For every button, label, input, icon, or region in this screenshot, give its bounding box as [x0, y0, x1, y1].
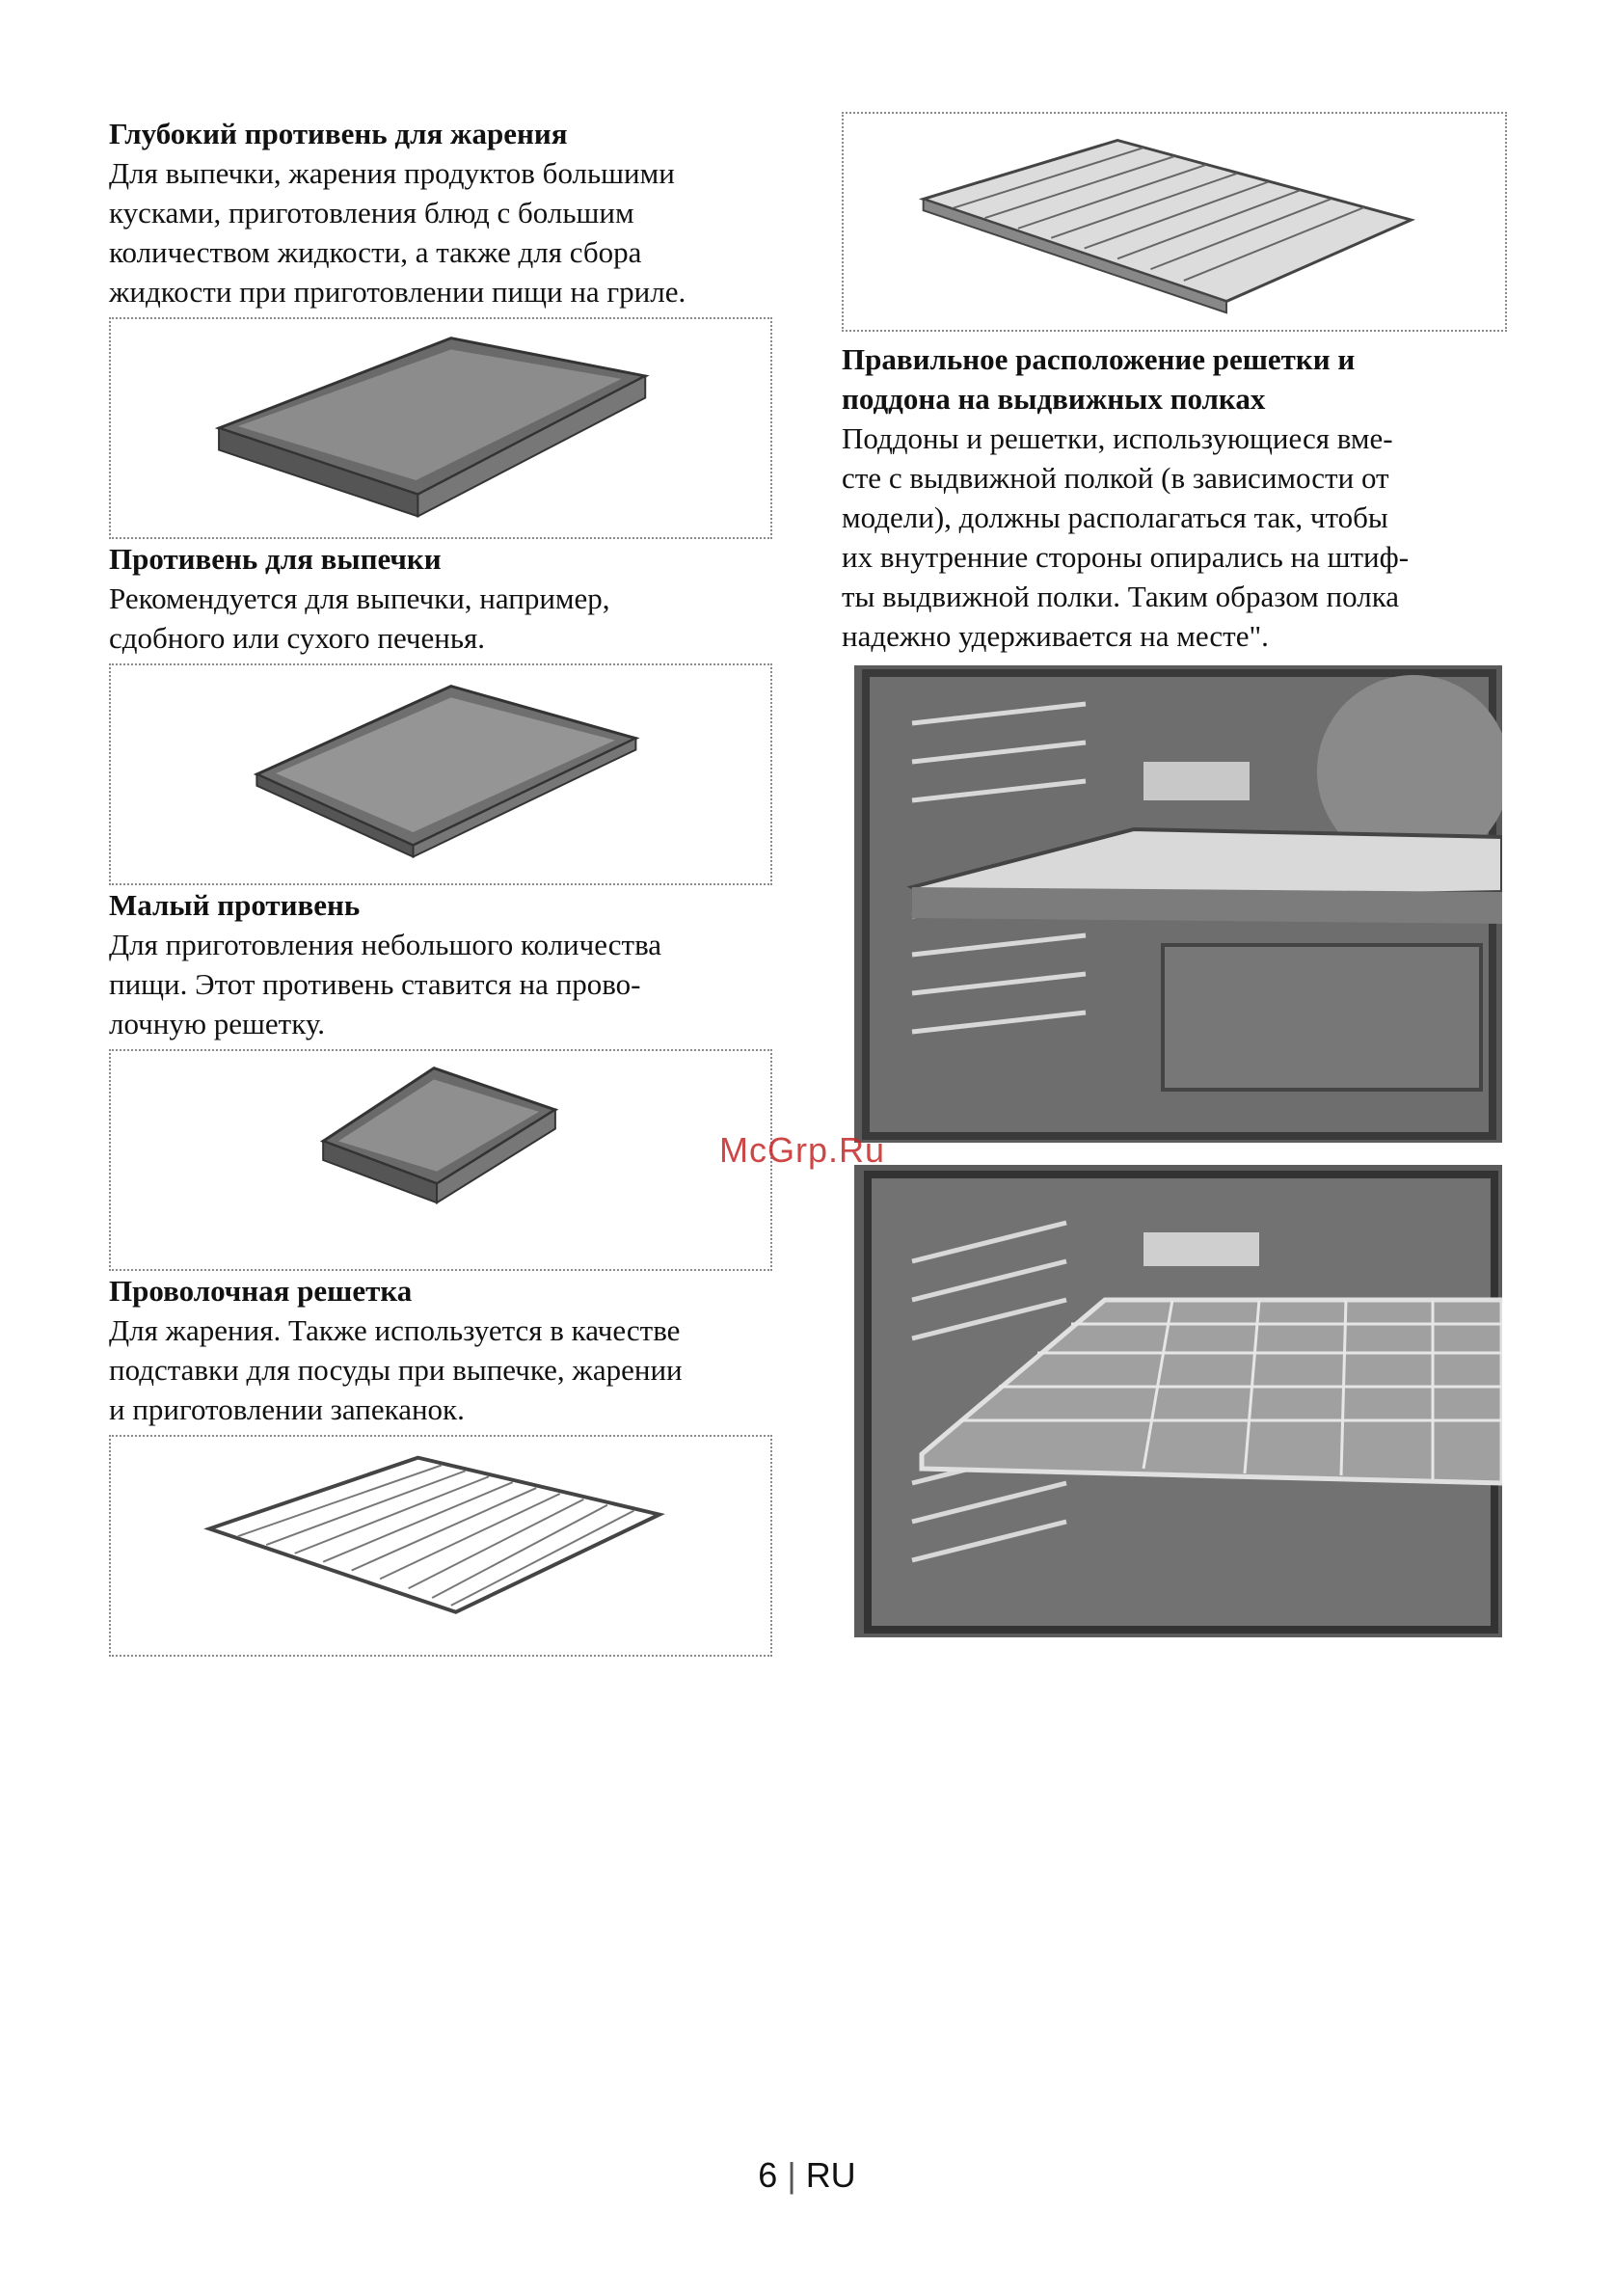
placement-line: надежно удерживается на месте". [842, 619, 1269, 653]
wire-rack-section [109, 1271, 774, 1657]
placement-line: сте с выдвижной полкой (в зависимости от [842, 461, 1389, 495]
small-pan-section [109, 885, 774, 1271]
deep-pan-figure [109, 317, 772, 539]
deep-pan-illustration [111, 319, 770, 537]
small-pan-figure [109, 1049, 772, 1271]
baking-tray-line: сдобного или сухого печенья. [109, 621, 486, 655]
wire-rack-line: подставки для посуды при выпечке, жарении [109, 1353, 683, 1387]
baking-tray-figure [109, 663, 772, 885]
placement-line: Поддоны и решетки, использующиеся вме- [842, 421, 1393, 455]
baking-tray-title: Противень для выпечки [109, 542, 442, 576]
footer-separator: | [787, 2155, 796, 2195]
deep-pan-line: Для выпечки, жарения продуктов большими [109, 156, 675, 190]
deep-pan-title: Глубокий противень для жарения [109, 117, 568, 150]
placement-line: модели), должны располагаться так, чтобы [842, 500, 1388, 534]
wire-rack-illustration [111, 1437, 770, 1655]
oven-tray-image [854, 665, 1502, 1143]
language-code: RU [805, 2155, 856, 2195]
left-column [109, 114, 774, 1657]
placement-line: ты выдвижной полки. Таким образом полка [842, 580, 1400, 613]
small-pan-line: Для приготовления небольшого количества [109, 928, 662, 961]
deep-pan-line: количеством жидкости, а также для сбора [109, 235, 642, 269]
placement-title-line: Правильное расположение решетки и [842, 342, 1356, 376]
rack-on-tray-figure [842, 112, 1507, 332]
wire-rack-title: Проволочная решетка [109, 1274, 413, 1308]
oven-rack-image [854, 1165, 1502, 1637]
placement-section [842, 339, 1507, 656]
deep-pan-line: жидкости при приготовлении пищи на гриле. [109, 275, 686, 309]
deep-pan-line: кусками, приготовления блюд с большим [109, 196, 634, 230]
page-number: 6 [758, 2155, 778, 2195]
oven-tray-photo [854, 665, 1502, 1143]
wire-rack-line: Для жарения. Также используется в качестве [109, 1313, 681, 1347]
small-pan-illustration [111, 1051, 770, 1269]
baking-tray-line: Рекомендуется для выпечки, например, [109, 581, 610, 615]
watermark: McGrp.Ru [719, 1130, 886, 1170]
placement-line: их внутренние стороны опирались на штиф- [842, 540, 1410, 574]
small-pan-title: Малый противень [109, 888, 361, 922]
baking-tray-illustration [111, 665, 770, 883]
wire-rack-line: и приготовлении запеканок. [109, 1392, 465, 1426]
deep-pan-section [109, 114, 774, 539]
small-pan-line: пищи. Этот противень ставится на прово- [109, 967, 641, 1001]
right-column [842, 112, 1507, 656]
page-footer [0, 2155, 1614, 2196]
oven-rack-photo [854, 1165, 1502, 1637]
baking-tray-section [109, 539, 774, 885]
placement-title-line: поддона на выдвижных полках [842, 382, 1266, 416]
wire-rack-figure [109, 1435, 772, 1657]
rack-on-tray-illustration [844, 114, 1505, 330]
small-pan-line: лочную решетку. [109, 1007, 325, 1040]
